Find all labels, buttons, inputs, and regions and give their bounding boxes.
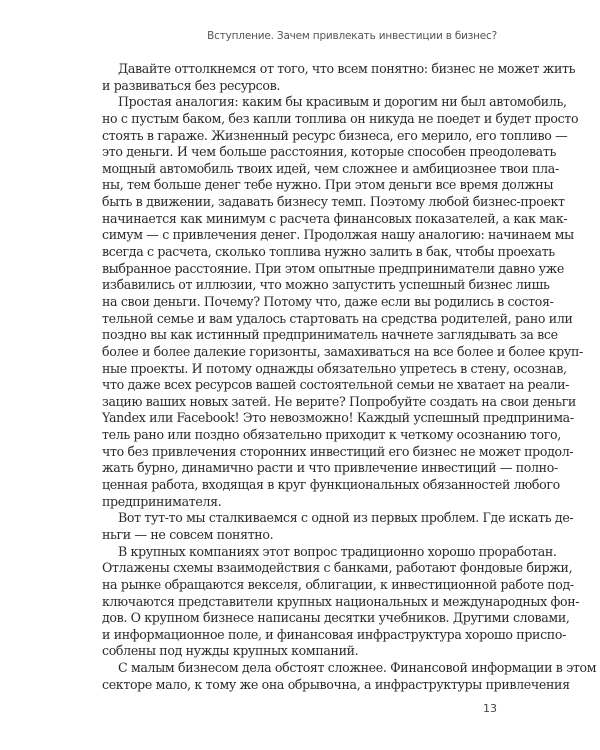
text-line: более и более далекие горизонты, замахиваться на все более и более круп- — [102, 343, 583, 359]
text-line: ценная работа, входящая в круг функциональных обязанностей любого — [102, 477, 560, 493]
text-line: ключаются представители крупных национальных и международных фон- — [102, 593, 580, 609]
text-line: что даже всех ресурсов вашей состоятельной семьи не хватает на реали- — [102, 377, 570, 393]
text-line: на свои деньги. Почему? Потому что, даже если вы родились в состоя- — [102, 293, 554, 309]
text-line: симум — с привлечения денег. Продолжая нашу аналогию: начинаем мы — [102, 227, 574, 243]
text-line: на рынке обращаются векселя, облигации, к инвестиционной работе под- — [102, 576, 574, 592]
paragraph — [102, 660, 597, 693]
text-line: тель рано или поздно обязательно приходит к четкому осознанию того, — [102, 427, 561, 443]
text-line: избавились от иллюзии, что можно запустить успешный бизнес лишь — [102, 277, 550, 293]
text-line: Давайте оттолкнемся от того, что всем понятно: бизнес не может жить — [118, 61, 576, 76]
text-line: ньги — не совсем понятно. — [102, 526, 274, 542]
text-line: всегда с расчета, сколько топлива нужно залить в бак, чтобы проехать — [102, 244, 555, 260]
text-line: Простая аналогия: каким бы красивым и дорогим ни был автомобиль, — [118, 94, 567, 110]
text-line: Yandex или Facebook! Это невозможно! Каждый успешный предпринима- — [102, 410, 574, 426]
text-line: быть в движении, задавать бизнесу темп. Поэтому любой бизнес-проект — [102, 194, 565, 210]
text-line: Вот тут-то мы сталкиваемся с одной из первых проблем. Где искать де- — [118, 510, 574, 526]
text-line: предпринимателя. — [102, 493, 222, 509]
text-line: и развиваться без ресурсов. — [102, 77, 280, 93]
text-line: Отлажены схемы взаимодействия с банками, работают фондовые биржи, — [102, 560, 573, 576]
text-line: ны, тем больше денег тебе нужно. При этом деньги все время должны — [102, 177, 554, 193]
text-line: тельной семье и вам удалось стартовать на средства родителей, рано или — [102, 310, 573, 326]
text-line: дов. О крупном бизнесе написаны десятки учебников. Другими словами, — [102, 610, 570, 626]
text-line: что без привлечения сторонних инвестиций его бизнес не может продол- — [102, 443, 574, 459]
text-line: стоять в гараже. Жизненный ресурс бизнеса, его мерило, его топливо — — [102, 127, 568, 143]
running-header: Вступление. Зачем привлекать инвестиции в бизнес? — [207, 30, 497, 42]
text-line: поздно вы как истинный предприниматель начнете заглядывать за все — [102, 327, 558, 343]
text-line: С малым бизнесом дела обстоят сложнее. Финансовой информации в этом — [118, 660, 597, 676]
text-line: ные проекты. И потому однажды обязательно упретесь в стену, осознав, — [102, 360, 567, 376]
text-line: соблены под нужды крупных компаний. — [102, 643, 359, 659]
text-line: В крупных компаниях этот вопрос традиционно хорошо проработан. — [118, 543, 557, 559]
paragraph — [102, 510, 574, 543]
text-line: жать бурно, динамично расти и что привлечение инвестиций — полно- — [102, 460, 558, 476]
page-body — [102, 61, 597, 693]
paragraph — [102, 543, 580, 660]
paragraph — [102, 61, 576, 94]
text-line: выбранное расстояние. При этом опытные предприниматели давно уже — [102, 260, 564, 276]
paragraph — [102, 94, 583, 510]
page-number: 13 — [483, 702, 497, 715]
text-line: но с пустым баком, без капли топлива он никуда не поедет и будет просто — [102, 110, 579, 126]
text-line: секторе мало, к тому же она обрывочна, а инфраструктуры привлечения — [102, 676, 570, 692]
text-line: мощный автомобиль твоих идей, чем сложнее и амбициознее твои пла- — [102, 160, 559, 176]
text-line: это деньги. И чем больше расстояния, которые способен преодолевать — [102, 144, 556, 160]
text-line: зацию ваших новых затей. Не верите? Попробуйте создать на свои деньги — [102, 393, 576, 409]
text-line: и информационное поле, и финансовая инфраструктура хорошо приспо- — [102, 626, 566, 642]
text-line: начинается как минимум с расчета финансовых показателей, а как мак- — [102, 210, 568, 226]
